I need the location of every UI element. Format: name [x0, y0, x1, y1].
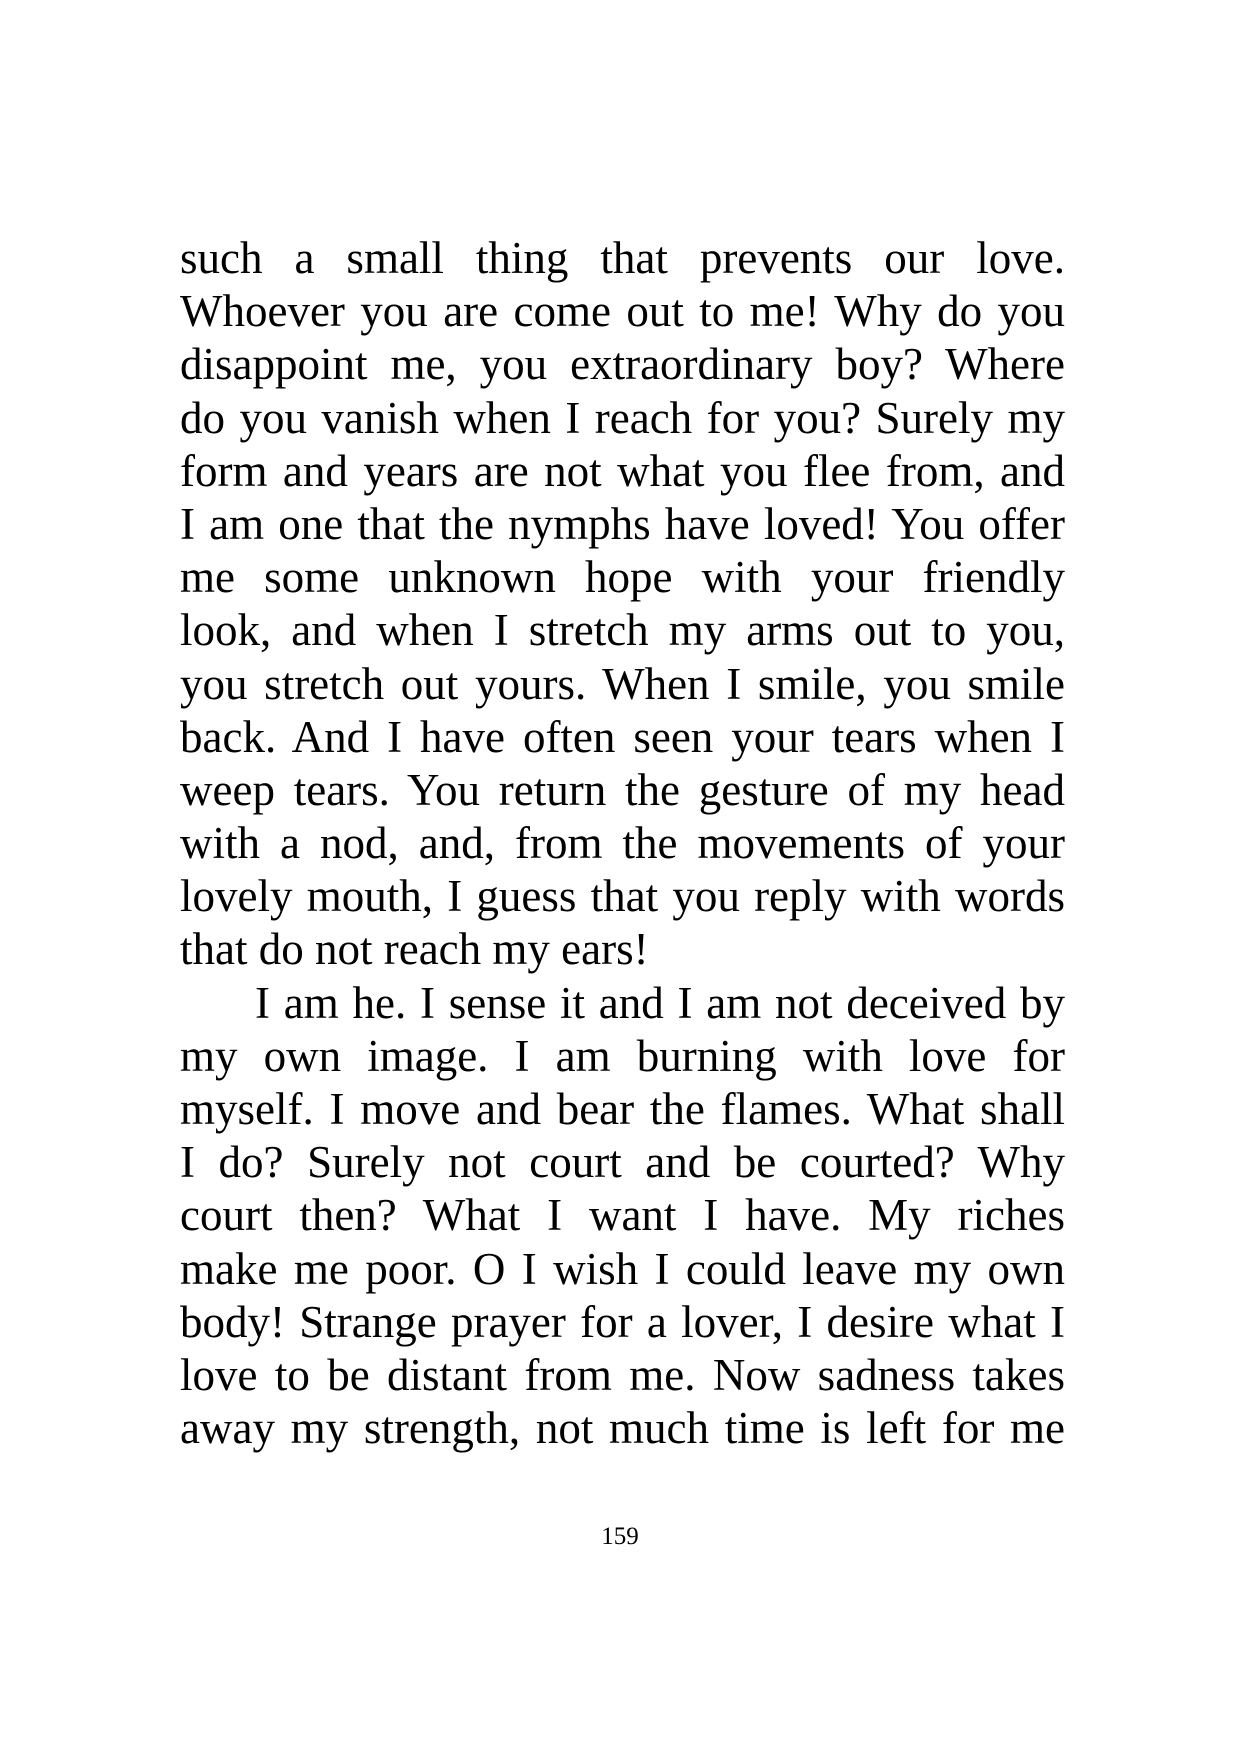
- text-line: weep tears. You return the gesture of my head: [180, 764, 1065, 815]
- text-line: away my strength, not much time is left for me: [180, 1403, 1065, 1454]
- text-line: with a nod, and, from the movements of your: [180, 818, 1065, 869]
- text-line: I am one that the nymphs have loved! You offer: [180, 498, 1065, 549]
- text-line: myself. I move and bear the flames. What shall: [180, 1084, 1065, 1134]
- page-number: 159: [601, 1523, 639, 1550]
- body-text: [180, 232, 1065, 1455]
- paragraph-1: [180, 232, 1065, 977]
- text-line: lovely mouth, I guess that you reply with words: [180, 871, 1065, 922]
- text-line: look, and when I stretch my arms out to you,: [180, 605, 1065, 656]
- paragraph-2: [180, 977, 1065, 1456]
- text-line: I am he. I sense it and I am not deceived by: [255, 977, 1065, 1028]
- text-line: love to be distant from me. Now sadness takes: [180, 1349, 1065, 1400]
- text-line: disappoint me, you extraordinary boy? Where: [180, 339, 1065, 390]
- text-line: my own image. I am burning with love for: [180, 1030, 1065, 1081]
- text-line: that do not reach my ears!: [180, 924, 649, 975]
- text-line: do you vanish when I reach for you? Surely my: [180, 392, 1065, 443]
- text-line: me some unknown hope with your friendly: [180, 552, 1065, 603]
- text-line: Whoever you are come out to me! Why do you: [180, 286, 1065, 337]
- text-line: you stretch out yours. When I smile, you smile: [180, 658, 1065, 709]
- text-line: I do? Surely not court and be courted? Why: [180, 1137, 1065, 1188]
- text-line: make me poor. O I wish I could leave my own: [180, 1243, 1065, 1294]
- text-line: back. And I have often seen your tears when I: [180, 711, 1065, 762]
- text-line: such a small thing that prevents our love.: [180, 233, 1065, 283]
- text-line: form and years are not what you flee from, and: [180, 445, 1065, 496]
- text-line: court then? What I want I have. My riches: [180, 1190, 1065, 1241]
- text-line: body! Strange prayer for a lover, I desire what I: [180, 1296, 1065, 1347]
